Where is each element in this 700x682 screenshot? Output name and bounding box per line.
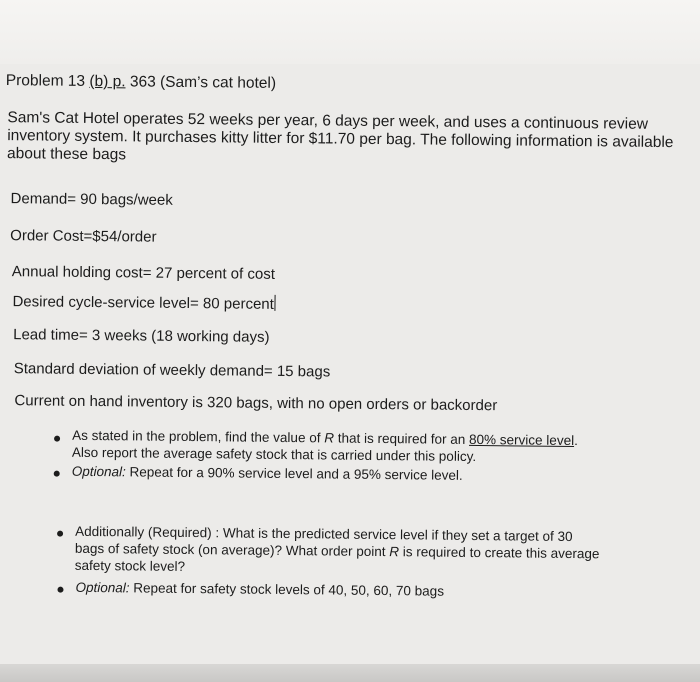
bullet-dot — [54, 471, 60, 477]
page-top-margin — [0, 0, 700, 64]
page-bottom-edge — [0, 664, 700, 682]
service-level-link: 80% service level — [469, 431, 575, 449]
spec-demand: Demand= 90 bags/week — [10, 190, 173, 209]
problem-title — [6, 72, 276, 93]
bullet-find-r: As stated in the problem, find the value of R that is required for an 80% service level. Also report the average safety stock that is carried under this policy. — [71, 427, 578, 465]
spec-service-level-text: Desired cycle-service level= 80 percent — [12, 293, 274, 313]
bullet-dot — [57, 587, 63, 593]
title-suffix: 363 (Sam’s cat hotel) — [125, 73, 277, 92]
title-prefix: Problem 13 — [5, 72, 90, 90]
document-page — [0, 64, 700, 671]
spec-holding-cost: Annual holding cost= 27 percent of cost — [11, 263, 275, 283]
text-cursor — [275, 295, 276, 311]
spec-service-level — [12, 292, 276, 314]
bullet-additionally: Additionally (Required) : What is the predicted service level if they set a target of 30 bags of safety stock (on average)? What order point R is required to create this average safety stock level? — [74, 523, 600, 574]
title-reference: (b) p. — [89, 72, 126, 91]
bullet-dot — [54, 436, 60, 442]
bullet-optional-levels: Optional: Repeat for a 90% service level and a 95% service level. — [71, 463, 463, 483]
bullet-dot — [57, 531, 63, 537]
bullet-optional-safety-stock: Optional: Repeat for safety stock levels of 40, 50, 60, 70 bags — [75, 579, 445, 599]
spec-lead-time: Lead time= 3 weeks (18 working days) — [13, 326, 270, 346]
spec-std-dev: Standard deviation of weekly demand= 15 bags — [13, 360, 331, 381]
spec-order-cost: Order Cost=$54/order — [10, 227, 157, 246]
spec-current-inventory: Current on hand inventory is 320 bags, with no open orders or backorder — [14, 392, 498, 415]
intro-paragraph: Sam's Cat Hotel operates 52 weeks per year, 6 days per week, and uses a continuous review inventory system. It purchases kitty litter for $11.70 per bag. The following information is available about these bags — [6, 109, 674, 164]
